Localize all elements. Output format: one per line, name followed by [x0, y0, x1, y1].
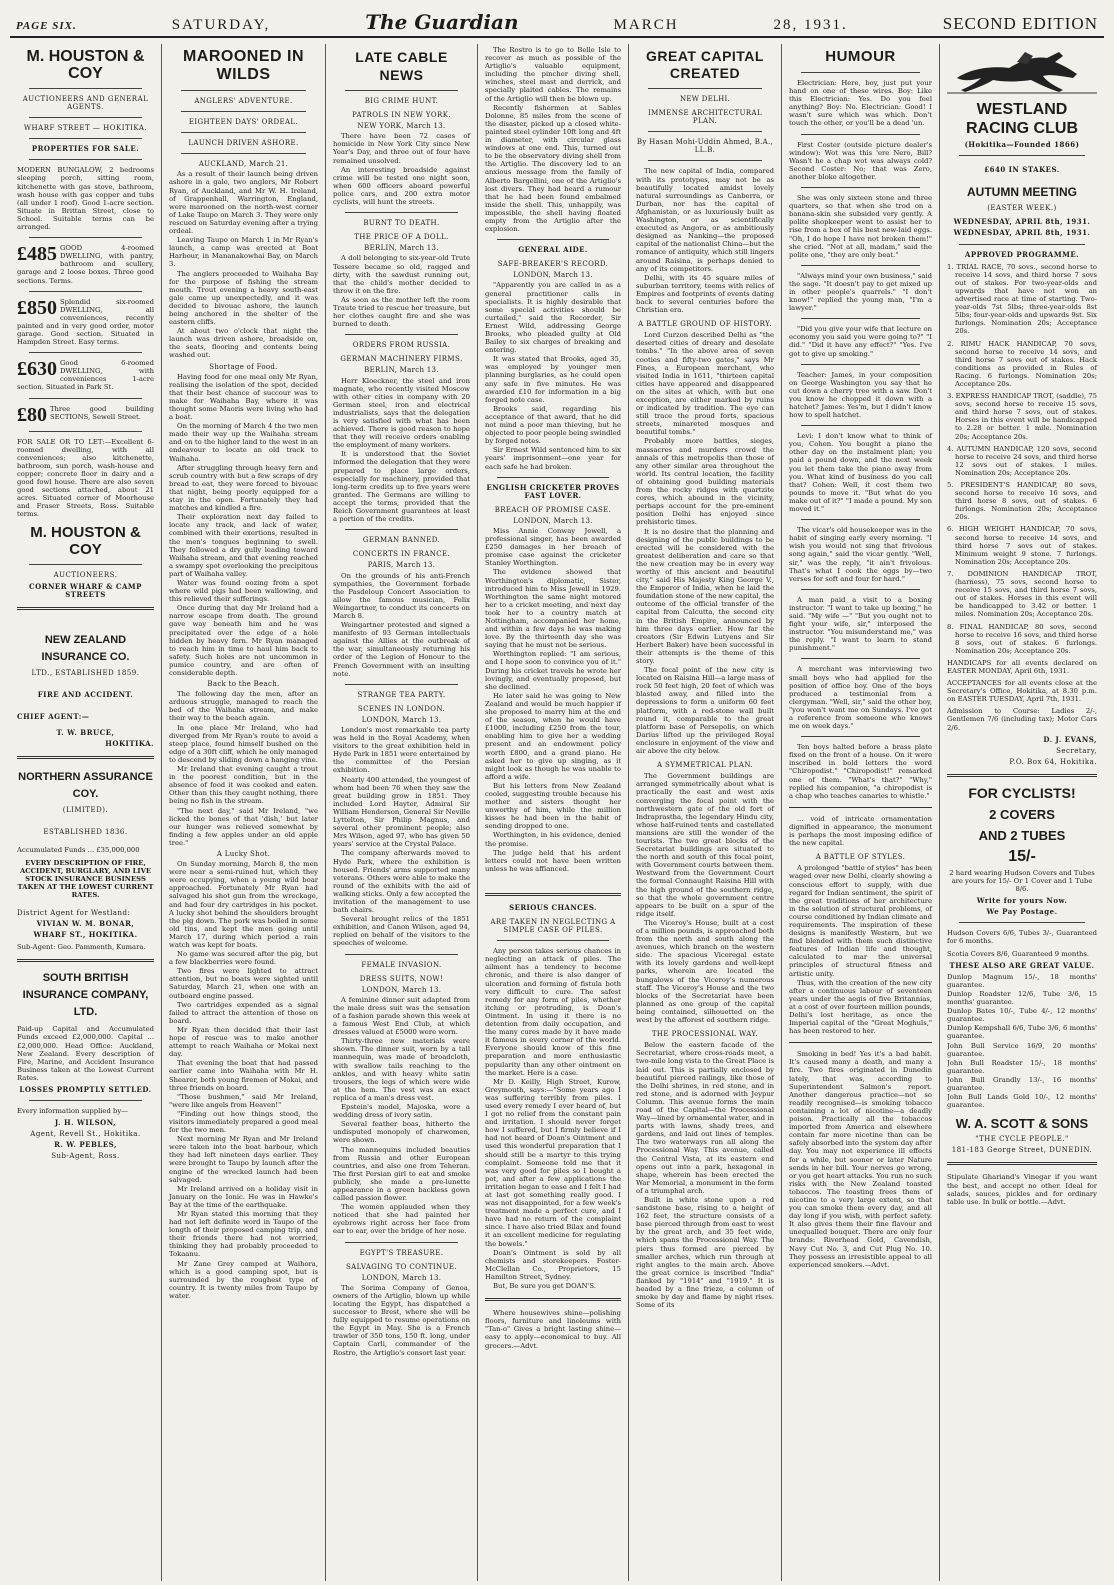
racing-club-founded: (Hokitika—Founded 1866) — [964, 140, 1080, 150]
race-2: 2. RIMU HACK HANDICAP, 70 sovs, second horse to receive 14 sovs, and third horse 7 sovs out of stakes. Hack conditions as provided in Rules of Racing. 6 furlongs. Nomination 20s; Acceptance 20s. — [947, 339, 1097, 388]
paragraph: Mr D. Keilly, High Street, Kurow, Greymouth, says:—"Some years ago I was suffering terribly from piles. I used every remedy I ever heard of, but I got no relief from the constant pain and irritation. I should never forget how I suffered, but I firmly believe if I had not heard of Doan's Ointment and used this wonderful preparation that I should still be a martyr to this trying complaint. Someone told me that it was very good for piles so I bought a pot, and after a few applications the irritation began to ease and I felt I had at last got something really good. I was not disappointed, for a few week's treatment made a perfect cure, and I have had no return of the complaint since. I have also tried Bilax and found it an excellent medicine for regulating the bowels." — [485, 1077, 621, 1248]
paragraph: Two cartridges expended as a signal failed to attract the attention of those on board. — [169, 1000, 318, 1025]
paragraph: ... void of intricate ornamentation dignified in appearance, the monument is perhaps the most imposing edifice of the new capital. — [789, 814, 932, 848]
divider — [181, 111, 306, 112]
race-5: 5. PRESIDENT'S HANDICAP, 80 sovs, second horse to receive 16 sovs, and third horse 8 sovs, out of stakes. 6 furlongs. Nomination 20s; Acceptance 20s. — [947, 481, 1097, 522]
price-850: £850 — [17, 297, 57, 319]
secretary-title: Secretary, — [1056, 746, 1097, 755]
section-heading: BIG CRIME HUNT. — [364, 97, 439, 105]
paragraph: In one place Mr Ireland, who had diverged from Mr Ryan's route to avoid a steep place, found himself bushed on the edge of a 30ft cliff, which he only managed to descend by sliding down a hanging vine. — [169, 723, 318, 764]
dateline: LONDON, March 13. — [361, 1273, 442, 1282]
joke: First Coster (outside picture dealer's window): Wot was this 'ere Nero, Bill? Wasn't he a chap wot was always cold? Second Coster: No; that was Zero, another bloke altogether. — [789, 140, 932, 181]
joke: A merchant was interviewing two small boys who had applied for the position of office boy. One of the boys produced a testimonial from a clergyman. "Well, sir," said the other boy, "you won't want me on Sundays. I've got a reference from someone who knows me on week days." — [789, 665, 932, 731]
paragraph: It is no desire that the planning and designing of the public buildings to be erected will be considered with the greatest deliberation and care so that the new creation may be in every way worthy of this ancient and beautiful city," said His Majesty King George V., the Emperor of India, when he laid the foundation stone of the new capital, the outcome of the official transfer of the capital from Calcutta, the second city in the British Empire, announced by him three days earlier. How far the creators (Sir Edwin Lutyens and Sir Herbert Baker) have been successful in their attempts is the theme of this story. — [636, 527, 774, 665]
easter-week: (EASTER WEEK.) — [987, 204, 1057, 213]
divider — [345, 212, 458, 213]
marooned-sub3: LAUNCH DRIVEN ASHORE. — [188, 139, 299, 148]
price-80: £80 — [17, 404, 47, 425]
divider — [801, 72, 920, 73]
paragraph: The following day the men, after an arduous struggle, managed to reach the bed of the Waihaha stream, and make their way to the beach again. — [169, 690, 318, 723]
price-485: £485 — [17, 244, 57, 266]
section-heading: EGYPT'S TREASURE. — [359, 1248, 444, 1257]
houston-address: WHARF STREET — HOKITIKA. — [23, 124, 148, 133]
divider — [345, 334, 458, 335]
divider — [17, 756, 154, 759]
section-subheading: SAFE-BREAKER'S RECORD. — [497, 260, 609, 269]
paragraph: On the morning of March 4 the two men made their way up the Waihaha stream and on to the higher land to the west in an endeavour to locate an old track to Waihaha. — [169, 422, 318, 463]
accumulated-funds: Accumulated Funds ... £35,000,000 — [17, 846, 140, 855]
paragraph: The judge held that his ardent letters could not have been written unless he was affianced. — [485, 848, 621, 873]
tubes-headline: AND 2 TUBES — [978, 827, 1066, 843]
section-heading: ORDERS FROM RUSSIA. — [352, 341, 451, 350]
divider — [801, 519, 920, 520]
paragraph: Mr Zane Grey camped at Waihora, which is a good camping spot, but is surrounded by the roughest type of country. It is twenty miles from Taupo by water. — [169, 1259, 318, 1300]
paragraph: Thus, with the creation of the new city after a continuous labour of seventeen years under the aegis of five Britannias, at a cost of over fourteen million pounds, Delhi's lost heritage, as once the Imperial capital of the "Great Moghuls," has been restored to her. — [789, 978, 932, 1036]
paragraph: London's most remarkable tea party was held in the Royal Academy, when visitors to the great exhibition held in Hyde Park in 1851 were entertained by the committee of the Persian exhibition. — [333, 726, 470, 775]
houston-firm-title-2: M. HOUSTON & COY — [30, 524, 141, 559]
dateline: NEW DELHI. — [679, 95, 731, 103]
subhead: Shortage of Food. — [209, 362, 278, 371]
column-3-cable-news — [326, 44, 478, 1581]
scotia-covers: Scotia Covers 8/6, Guaranteed 9 months. — [947, 949, 1089, 958]
dateline: AUCKLAND, March 21. — [198, 160, 289, 169]
paragraph: Several brought relics of the 1851 exhibition, and Canon Wilson, aged 94, replied on behalf of the visitors to the speeches of welcome. — [333, 915, 470, 948]
divider — [801, 318, 920, 319]
paragraph: A doll belonging to six-year-old Trute Tessere became so old, ragged and dirty, with the sawdust running out, that the child's mother decided to throw it on the fire. — [333, 254, 470, 295]
divider — [29, 138, 142, 139]
race-8: 8. FINAL HANDICAP, 80 sovs, second horse to receive 16 sovs, and third horse 8 sovs, out of stakes. 6 furlongs. Nomination 20s; Acceptance 20s. — [947, 622, 1097, 655]
divider — [345, 1242, 458, 1243]
wilson-sub: Agent, Revell St., Hokitika. — [30, 1130, 141, 1139]
section-heading: A BATTLE GROUND OF HISTORY. — [638, 320, 772, 329]
divider — [801, 736, 920, 737]
masthead — [10, 10, 1104, 38]
divider — [29, 291, 142, 292]
masthead-edition: SECOND EDITION — [942, 14, 1098, 33]
section-subheading: THE PRICE OF A DOLL. — [354, 233, 449, 242]
south-british-title: SOUTH BRITISH INSURANCE COMPANY, LTD. — [22, 972, 149, 1019]
northern-limited: (LIMITED). — [62, 806, 109, 815]
paragraph: No game was secured after the pig, but a few blackberries were found. — [169, 950, 318, 967]
section-heading: A BATTLE OF STYLES. — [815, 853, 906, 862]
paragraph: "Finding out how things stood, the visitors immediately prepared a good meal for the two men. — [169, 1109, 318, 1135]
divider — [29, 352, 142, 353]
nz-insurance-title: NEW ZEALAND INSURANCE CO. — [41, 633, 130, 663]
joke: She was only sixteen stone and three quarters, so that when she trod on a banana-skin she subsided very gently. A polite shopkeeper went to assist her to rise from a box of his best new-laid eggs. "Oh, I do hope I have not broken them!" she cried. "Not at all, madam," said the polite one, "they are only beat." — [789, 194, 932, 259]
masthead-month: MARCH — [613, 17, 679, 33]
paragraph: Lord Curzon described Delhi as "the deserted cities of dreary and desolate tombs." "In the above area of seven cooties and fifty-two gates," says Mr Fines, a European merchant, who visited India in 1611, "thirteen capital cities have appeared and disappeared on the sites at which, with but one exception, are either marked by ruins or indicated by tradition. The eye can still trace the proud forts, spacious streets, minareted mosques and beautiful tombs." — [636, 331, 774, 437]
scott-sons-address: 181-183 George Street, DUNEDIN. — [951, 1146, 1093, 1155]
divider — [801, 265, 920, 266]
agent-name: T. W. BRUCE, — [56, 728, 115, 738]
northern-assurance-title: NORTHERN ASSURANCE COY. — [18, 771, 153, 801]
paragraph: Worthington, in his evidence, denied the promise. — [485, 831, 621, 848]
section-subheading: BREACH OF PROMISE CASE. — [494, 505, 612, 514]
tyre-item: Dunlop Bates 10/-, Tube 4/-, 12 months' guarantee. — [947, 1007, 1097, 1024]
paragraph: Probably more battles, sieges, massacres and murders crowd the annals of this metropolis than those of any other similar area throughout the world. Its central location, the facility of obtaining good building materials from the rocky ridges with quartzite cores, which abound in the vicinity, perhaps account for the pre-eminent position Delhi has enjoyed since prehistoric times. — [636, 437, 774, 527]
paragraph: It was stated that Brooks, aged 35, was employed by younger men planning burglaries, as he could open any safe in five minutes. He was awarded £10 for information in a big forged note case. — [485, 355, 621, 404]
masthead-date: 28, 1931. — [773, 17, 848, 33]
divider — [947, 774, 1097, 777]
tyre-item: John Bull Lands Gold 10/-, 12 months' guarantee. — [947, 1093, 1097, 1110]
humour-headline: HUMOUR — [825, 48, 896, 65]
column-4-news — [478, 44, 629, 1581]
section-subheading: PATROLS IN NEW YORK. — [352, 111, 451, 120]
paragraph: The new capital of India, compared with its prototypes, may not be as beautifully located amidst lovely natural surroundings as Canberra, or Durban, nor has the capital of Afghanistan, or as luxuriously built as Washington, or as scientifically executed as Angora, or as ambitiously designed as Nanking—the proposed capital of the nationalist China—but the romance of antiquity, which still lingers around Raisina, is perhaps denied to any of its competitors. — [636, 167, 774, 273]
divider — [801, 658, 920, 659]
divider — [959, 922, 1085, 923]
section-heading: BURNT TO DEATH. — [363, 219, 440, 228]
paragraph: Water was found oozing from a spot where wild pigs had been wallowing, and this relieved their sufferings. — [169, 578, 318, 604]
divider — [345, 529, 458, 530]
divider — [947, 1162, 1097, 1165]
racing-club-title: WESTLAND RACING CLUB — [966, 101, 1078, 138]
divider — [345, 90, 458, 91]
paragraph: The company afterwards moved to Hyde Park, where the exhibition is housed. Friends' arms supported many veterans. Others were able to make the round of the exhibits with the aid of walking sticks. Only a few accepted the invitation of the management to use bath chairs. — [333, 849, 470, 915]
section-heading: FEMALE INVASION. — [361, 960, 442, 969]
section-heading: STRANGE TEA PARTY. — [357, 690, 446, 699]
divider — [648, 88, 762, 89]
section-heading: ENGLISH CRICKETER PROVES FAST LOVER. — [486, 482, 620, 500]
scott-sons-subtitle: "THE CYCLE PEOPLE." — [975, 1135, 1069, 1144]
info-supplied: Every information supplied by— — [17, 1107, 128, 1116]
district-agent-label: District Agent for Westland: — [17, 908, 131, 917]
masthead-day: SATURDAY, — [171, 17, 271, 33]
northern-description: EVERY DESCRIPTION OF FIRE, ACCIDENT, BURGLARY, AND LIVE STOCK INSURANCE BUSINESS TAKEN AT THE LOWEST CURRENT RATES. — [17, 858, 154, 899]
dateline: NEW YORK, March 13. — [357, 122, 446, 131]
divider — [181, 132, 306, 133]
divider — [29, 117, 142, 118]
paragraph: Next morning Mr Ryan and Mr Ireland were taken into the boat harbour, which they had left nineteen days earlier. They were brought to Taupo by launch after the engine of the wrecked launch had been salvaged. — [169, 1135, 318, 1184]
paragraph: But his letters from New Zealand cooled, suggesting trouble because his mother and sisters thought her unworthy of him, while the million kisses he had been in the habit of sending dropped to one. — [485, 781, 621, 831]
chief-agent-label: CHIEF AGENT:— — [17, 711, 90, 721]
paragraph: Any person takes serious chances in neglecting an attack of piles. The ailment has a tendency to become chronic, and there is also danger of ulceration and forming of fistula both very difficult to cure. The safest remedy for any form of piles, whether itching or protruding, is Doan's Ointment. In using it there is no detention from daily occupation, and the many cures made by it have made it famous in every corner of the world. Everyone should know of this fine preparation and more enthusiastic popularity than any other ointment on the market. Here is a case. — [485, 947, 621, 1077]
covers-headline: 2 COVERS — [989, 806, 1055, 822]
tyre-item: Dunlop Magnum 15/-, 18 months' guarantee. — [947, 972, 1097, 989]
tyre-item: Dunlop Roadster 12/6, Tube 3/6, 15 months' guarantee. — [947, 989, 1097, 1007]
paragraph: Mr Ireland arrived on a holiday visit in January on the Ionic. He was in Hawke's Bay at the time of the earthquake. — [169, 1184, 318, 1209]
handicaps-note: HANDICAPS for all events declared on EASTER MONDAY, April 6th, 1931. — [947, 658, 1097, 675]
approved-programme: APPROVED PROGRAMME. — [964, 249, 1080, 259]
paragraph: The anglers proceeded to Waihaha Bay for the purpose of fishing the stream mouth. Trout evening a heavy south-east gale came up unexpectedly, and it was decided to bivouac ashore, the launch being anchored in the shelter of the eastern cliffs. — [169, 269, 318, 327]
divider — [485, 893, 621, 896]
divider — [29, 159, 142, 160]
joke: The vicar's old housekeeper was in the habit of singing early every morning. "I wish you would not sing that frivolous song again," said the vicar gently. "Well, sir," was the reply, "it ain't frivolous. That's what I cook the eggs by—two verses for soft and four for hard." — [789, 526, 932, 583]
paragraph: Two fires were lighted to attract attention, but no boats were sighted until Saturday, March 21, when one with an outboard engine passed. — [169, 967, 318, 1000]
page-number: PAGE SIX. — [16, 20, 77, 32]
peebles: R. W. PEBLES, — [54, 1140, 117, 1150]
paragraph: The evidence showed that Worthington's diplomatic, Sister, introduced him to Miss Jewell in 1929. Worthington the same night motored her to a cricket meeting, and next day took her to a country match at Nottingham, accompanied her home, and within a few days he was making love. By the thirteenth day she was saying that he must not be serious. — [485, 568, 621, 650]
paragraph: Mr Ryan then decided that their last hope of rescue was to make another attempt to reach Waihaha or Mokai next day. — [169, 1025, 318, 1059]
cable-news-headline: LATE CABLE NEWS — [355, 49, 448, 83]
vinegar-ad: Stipulate Ghariand's Vinegar if you want the best, and accept no other. Ideal for salads, sauces, pickles and for ordinary table use. In bulk or bottle.—Advt. — [947, 1173, 1097, 1206]
wilson: J. H. WILSON, — [54, 1118, 117, 1128]
houston-subtitle: AUCTIONEERS AND GENERAL AGENTS. — [22, 95, 149, 112]
property-80: £80 Three good building SECTIONS, Sewell Street. — [17, 404, 154, 425]
divider — [497, 940, 609, 941]
divider — [648, 160, 762, 161]
divider — [345, 954, 458, 955]
joke: Teacher: James, in your composition on George Washington you say that he cut down a cherry tree with a saw. Don't you know he chopped it down with a hatchet? James: Yes'm, but I didn't know how to spell hatchet. — [789, 370, 932, 420]
column-7-advertisements — [940, 44, 1104, 1581]
section-heading: SERIOUS CHANCES. — [509, 902, 597, 912]
divider — [789, 1042, 932, 1043]
divider — [29, 88, 142, 89]
paragraph: Below the eastern facade of the Secretariat, where cross-roads meet, a two-mile long vista to the Great Place is laid out. This is partially enclosed by beautiful pierced railings, like those of the Delhi shrines, in red stone, and in red stone, and is adorned with Jeypur Column. This avenue forms the main road of the Capital—the Processional Way—lined by ornamental water, and in parts with lawns, shady trees, and gardens, and laid out lines of temples. The two waterways run all along the Processional Way. This avenue, called the Central Vista, at its eastern end opens out into a park, hexagonal in shape, wherein has been erected the War Memorial, a monument in the form of a triumphal arch. — [636, 1041, 774, 1195]
joke: "Always mind your own business," said the sage. "It doesn't pay to get mixed up in other people's quarrels." "I don't know!" replied the young man, "I'm a lawyer." — [789, 271, 932, 313]
houston2-subtitle: AUCTIONEERS. — [53, 571, 118, 580]
columns — [10, 44, 1104, 1581]
stakes: £640 IN STAKES. — [984, 165, 1060, 175]
dateline: BERLIN, March 13. — [364, 244, 439, 253]
divider — [485, 1298, 621, 1301]
nz-established: LTD., ESTABLISHED 1859. — [31, 668, 140, 677]
divider — [801, 134, 920, 135]
divider — [959, 155, 1085, 156]
paragraph: Mr Ireland that evening caught a trout in the poorest condition, but in the absence of food it was cooked and eaten. Other than this they caught nothing, there being no fish in the stream. — [169, 765, 318, 806]
capital-headline: GREAT CAPITAL CREATED — [646, 48, 764, 81]
divider — [648, 131, 762, 132]
column-6-humour — [782, 44, 940, 1581]
paragraph: Sir Ernest Wild sentenced him to six years' imprisonment—one year for each safe he had broken. — [485, 446, 621, 471]
paragraph: On Sunday morning, March 8, the men were near a semi-ruined hut, which they were occupying, when a young wild boar approached. Fortunately Mr Ryan had salvaged his shot gun from the wreckage, and had four dry cartridges in his pocket. A lucky shot behind the shoulders brought the pig down. The pork was boiled in some old tins, and kept the men going until March 17, during which period a rain watch was kept for boats. — [169, 860, 318, 949]
column-5-capital-article — [629, 44, 782, 1581]
paragraph: The Government buildings are arranged symmetrically about what is practically the east and west axis converging the focal point with the northwestern gate of the old fort of Indraprastha, the legendary Hindu city, whose half-ruined tents and castellated mansions are still the wonder of the tourists. The two great blocks of the Secretariat buildings are situated to the north and south of this focal point, with Government courts between them. Westward from the Government Court the formal Connaught Raisina Hill with the high ground of the southern ridge, so that the whole government centre appears to be built on a spur of the ridge itself. — [636, 772, 774, 918]
divider — [181, 90, 306, 91]
paragraph: An interesting broadside against crime will be tested one night soon, when 600 officers aboard powerful police cars, and 200 extra motor cyclists, will hunt the streets. — [333, 165, 470, 207]
paragraph: The women applauded when they noticed that she had painted her eyebrows right across her face from ear to ear, over the bridge of her nose. — [333, 1203, 470, 1236]
properties-heading: PROPERTIES FOR SALE. — [31, 144, 140, 154]
dateline: LONDON, March 13. — [361, 715, 442, 724]
paragraph: He later said he was going to New Zealand and would be much happier if she proposed to marry him at the end of the season, when he would have £1000, including £250 from the tour, enabling him to give her a wedding present and an endowment policy worth £800, and a grand piano. He asked her to give up singing, as it might look as though he was unable to afford a wife. — [485, 691, 621, 781]
tyre-item: Dunlop Kempshall 6/6, Tube 3/6, 6 months' guarantee. — [947, 1024, 1097, 1041]
paragraph: A feminine dinner suit adapted from the male dress suit was the sensation of a fashion parade shown this week at a famous West End Club, at which dresses valued at £5000 were worn. — [333, 995, 470, 1037]
admission-note: Admission to Course: Ladies 2/-, Gentlemen 7/6 (including tax); Motor Cars 2/6. — [947, 707, 1097, 732]
paragraph: Once during that day Mr Ireland had a narrow escape from death. The ground gave way beneath him and he was precipitated over the edge of a hole hidden by heavy fern. Mr Ryan managed to reach him in time to haul him back to safety. Such holes are not uncommon in pumice country, and are often of considerable depth. — [169, 604, 318, 677]
paragraph: As soon as the mother left the room Traute tried to rescue her treasure, but her clothes caught fire and she was burned to death. — [333, 295, 470, 329]
newspaper-name: The Guardian — [365, 10, 519, 34]
sub-agent: Sub-Agent: Geo. Pammenth, Kumara. — [17, 943, 146, 952]
meeting-date-1: WEDNESDAY, APRIL 8th, 1931. — [953, 217, 1091, 227]
divider — [801, 364, 920, 365]
race-7: 7. DOMINION HANDICAP TROT, (harness), 75 sovs, second horse to receive 15 sovs, and third horse 7 sovs, out of stakes. Horses in this event will be handicapped to 3.42 or better. 1 miles. Nomination 20s; Acceptance 20s. — [947, 569, 1097, 619]
property-485: £485 GOOD 4-roomed DWELLING, with pantry, bathroom and scullery, garage and 2 loose boxes. Three good sections. Terms. — [17, 244, 154, 285]
property-630: £630 Good 6-roomed DWELLING, with conveniences 1-acre section. Situated in Park St. — [17, 359, 154, 392]
dateline: LONDON, March 13. — [513, 271, 593, 280]
price-630: £630 — [17, 359, 57, 381]
agent-town: HOKITIKA. — [105, 739, 154, 749]
joke: A man paid a visit to a boxing instructor. "I want to take up boxing," he said. "My wife —" "But you ought not to fight your wife, sir," interposed the instructor. "You misunderstand me," was the reply. "I want to learn to stand punishment." — [789, 595, 932, 653]
paragraph: Delhi, with its 45 square miles of suburban territory, teems with relics of Empires and footprints of events dating back to several centuries before the Christian era. — [636, 273, 774, 315]
section-heading: GENERAL AIDE. — [518, 245, 588, 255]
paragraph: On the grounds of his anti-French sympathies, the Government forbade the Pasdeloup Concert Association to allow the famous musician, Felix Weingartner, to conduct its concerts on March 8. — [333, 571, 470, 620]
paragraph: Built in white stone upon a red sandstone base, rising to a height of 162 feet, the structure consists of a base pierced through from east to west by the great arch, and 35 feet wide, which spans the Processional Way. The piers thus formed are pierced by smaller arches, which run through at right angles to the main arch. Above the great cornice is inscribed "India" flanked by "1914" and "1919." It is headed by a fine frieze, a column of smoke by day and flame by night rises. Some of its — [636, 1196, 774, 1310]
section-heading: GERMAN BANNED. — [362, 536, 441, 545]
vivian-address: WHARF ST., HOKITIKA. — [33, 930, 138, 940]
paragraph: At about two o'clock that night the launch was driven ashore, broadside on, the seats, flooring and contents being washed out. — [169, 327, 318, 360]
marooned-headline: MAROONED IN WILDS — [182, 48, 305, 83]
property-850: £850 Splendid six-roomed DWELLING, all conveniences, recently painted and in very good order, motor garage. Good section. Situated in Hampden Street. Easy terms. — [17, 297, 154, 347]
scott-sons-title: W. A. SCOTT & SONS — [955, 1116, 1089, 1132]
hudson-covers: Hudson Covers 6/6, Tubes 3/-, Guaranteed for 6 months. — [947, 929, 1097, 946]
paragraph: Recently fishermen at Sables Dolonne, 85 miles from the scene of the disaster, picked up a closed white-painted steel cylinder 10ft long and 4ft in diameter, with circular glass windows at one end. This, turned out to be the observatory diving shell from the Artiglio. The discovery led to an anxious message from the family of Alberto Bargellini, one of the Artiglio's lost divers. They had heard a rumour that he had been found embalmed inside the shell. This, unhappily, was impossible, the shell having floated empty from the Artiglio after the explosion. — [485, 103, 621, 234]
section-subheading: IMMENSE ARCHITECTURAL PLAN. — [647, 109, 763, 126]
cyclists-headline: FOR CYCLISTS! — [968, 784, 1076, 801]
joke: Levi: I don't know what to think of you, Cohen. You bought a piano the other day on the instalment plan; you paid a pound down, and the next week you let them take the piano away from you. What kind of business do you call that? Cohen: Well, it cost them two pounds to move it. "But what do you make out of it?" "I made a pound. My son moved it." — [789, 432, 932, 514]
dateline: PARIS, March 13. — [367, 561, 436, 570]
paragraph: Where housewives shine—polishing floors, furniture and linoleums with "Tan-o" Gives a bright lasting shine—easy to apply—economical to buy. All grocers.—Advt. — [485, 1309, 621, 1350]
race-6: 6. HIGH WEIGHT HANDICAP, 70 sovs, second horse to receive 14 sovs, and third horse 7 sovs out of stakes. Minimum weight 9 stone. 7 furlongs. Nomination 20s; Acceptance 20s. — [947, 525, 1097, 566]
divider — [29, 1100, 142, 1101]
divider — [181, 153, 306, 154]
paragraph: The Rostro is to go to Belle Isle to recover as much as possible of the Artiglio's valuable equipment, including the pincher diving shell, winches, steel mast and derrick, and specially plaited cables. The remains of the Artiglio will then be blown up. — [485, 46, 621, 103]
paragraph: A prolonged "battle of styles" has been waged over new Delhi, clearly showing a conscious effort to supply, with due regard for Indian sentiment, the spirit of the great traditions of her architecture in the solution of structural problems, of course conditioned by Indian climate and requirements. The inspiration of these designs is manifestly Western, but we find blended with them such distinctive features of Indian life and thought, calculated to mar the universal principles of structural fitness and artistic unity. — [789, 864, 932, 978]
cyclists-price: 15/- — [1008, 847, 1036, 865]
fire-accident: FIRE AND ACCIDENT. — [37, 689, 134, 699]
paragraph: The mannequins included beauties from Russia and other European countries, and also one from Teheran. The first Persian girl to eat and smoke publicly, she made a pre-lunette appearance in a green backless gown called passion flower. — [333, 1145, 470, 1203]
houston-firm-title: M. HOUSTON & COY — [26, 48, 145, 82]
paragraph: That evening the boat that had passed earlier came into Waihaha with Mr H. Shearer, both young firemen of Mokai, and three friends on board. — [169, 1059, 318, 1092]
marooned-sub1: ANGLERS' ADVENTURE. — [194, 97, 293, 105]
subhead: A Lucky Shot. — [216, 849, 271, 858]
subhead: Back to the Beach. — [207, 680, 280, 689]
paragraph: Doan's Ointment is sold by all chemists and storekeepers. Foster-McClellan Co., Proprietors, 15 Hamilton Street, Sydney. — [485, 1248, 621, 1281]
meeting-date-2: WEDNESDAY, APRIL 8th, 1931. — [953, 228, 1091, 238]
divider — [29, 564, 142, 565]
paragraph: "Those bushmen," said Mr Ireland, "were like angels from Heaven!" — [169, 1092, 318, 1109]
losses-settled: LOSSES PROMPTLY SETTLED. — [19, 1085, 152, 1094]
for-sale-ad: FOR SALE OR TO LET:—Excellent 6-roomed dwelling, with all conveniences; also kitchenette, bathroom, sun porch, wash-house and copper; concrete floor in dairy and a good fowl house. There are also seven good sections attached, about 21 acres. Situated corner of Moorhouse and Fraser Streets, Ross. Suitable terms. — [17, 437, 154, 519]
section-subheading: ARE TAKEN IN NEGLECTING A SIMPLE CASE OF PILES. — [490, 918, 616, 935]
divider — [789, 807, 932, 808]
tyre-item: John Bull Service 16/9, 20 months' guarantee. — [947, 1041, 1097, 1058]
paragraph: Brooks said, regarding his acceptance of that award, that he did not mind a poor man thieving, but he objected to poor people being swindled by forged notes. — [485, 404, 621, 446]
great-value: THESE ALSO ARE GREAT VALUE. — [949, 960, 1095, 970]
divider — [497, 477, 609, 478]
south-british-text: Paid-up Capital and Accumulated Funds exceed £2,000,000. Capital ... £2,000,000. Head Office: Auckland, New Zealand. Every description of Fire, Marine, and Accident Insurance Business taken at the Lowest Current Rates. — [17, 1025, 154, 1082]
race-4: 4. AUTUMN HANDICAP, 120 sovs, second horse to receive 24 sovs, and third horse 12 sovs out of stakes. 1 miles. Nomination 20s; Acceptance 20s. — [947, 444, 1097, 477]
divider — [29, 431, 142, 432]
racehorse-illustration — [947, 48, 1097, 94]
section-subheading: SCENES IN LONDON. — [357, 704, 446, 713]
paragraph: As a result of their launch being driven ashore in a gale, two anglers, Mr Robert Ryan, of Auckland, and Mr W. H. Ireland, of Grappenhall, Warrington, England, were marooned on the north-west corner of Lake Taupo on March 3. They were only rescued on Saturday evening after a trying ordeal. — [169, 170, 318, 236]
paragraph: It is understood that the Soviet informed the delegation that they were prepared to place large orders, especially for machinery, provided that long-term credits up to five years were granted. The Germans are willing to accept the terms, provided that the Reich Government guarantees at least a portion of the credits. — [333, 450, 470, 524]
paragraph: Leaving Taupo on March 1 in Mr Ryan's launch, a camp was erected at Boat Harbour, in Mananakowhai Bay, on March 3. — [169, 236, 318, 269]
houston2-address: CORNER WHARF & CAMP STREETS — [29, 581, 142, 599]
write-now: Write for yours Now. — [976, 896, 1068, 906]
section-heading: A SYMMETRICAL PLAN. — [656, 761, 754, 770]
dateline: BERLIN, March 13. — [364, 366, 439, 375]
divider — [801, 187, 920, 188]
race-3: 3. EXPRESS HANDICAP TROT, (saddle), 75 sovs, second horse to receive 15 sovs, and third horse 7 sovs, out of stakes. Horses in this event will be handicapped to 2.28 or better. 1 mile. Nomination 20s; Acceptance 20s. — [947, 392, 1098, 441]
divider — [801, 425, 920, 426]
race-1: 1. TRIAL RACE, 70 sovs., second horse to receive 14 sovs, and third horse 7 sovs out of stakes. For two-year-olds and upwards that have not won an advertised race at time of starting. Two-year-olds 7st 5lbs; three-year-olds 8st 5lbs; four-year-olds and upwards 9st. Six furlongs. Nomination 20s; Acceptance 20s. — [947, 262, 1097, 336]
divider — [17, 607, 154, 610]
divider — [17, 959, 154, 962]
dateline: LONDON, March 13. — [361, 985, 442, 994]
secretary-name: D. J. EVANS, — [1043, 734, 1097, 744]
paragraph: Weingartner protested and signed a manifesto of 93 German intellectuals against the Allies at the outbreak of the war, simultaneously returning his order of the Legion of Honour to the French Government with an insulting note. — [333, 621, 470, 678]
column-2-marooned-article — [162, 44, 326, 1581]
section-subheading: SALVAGING TO CONTINUE. — [345, 1262, 458, 1271]
northern-established: ESTABLISHED 1836. — [43, 828, 128, 837]
paragraph: Mr Ryan stated this morning that they had not left definite word in Taupo of the length of their proposed camping trip, and their friends there had not worried, thinking they had probably proceeded to Tokaanu. — [169, 1210, 318, 1259]
bungalow-ad: MODERN BUNGALOW, 2 bedrooms sleeping porch, sitting room, kitchenette with gas stove, bathroom, wash house with gas copper and tubs (all under 1 roof). Good 1-acre section. Situate in Brittan Street, close to School. Suitable terms can be arranged. — [17, 166, 154, 232]
secretary-box: P.O. Box 64, Hokitika. — [1009, 757, 1097, 766]
autumn-meeting: AUTUMN MEETING — [967, 185, 1077, 200]
cyclists-offer: 2 hard wearing Hudson Covers and Tubes are yours for 15/- Or 1 Cover and 1 Tube 8/6. — [949, 868, 1095, 894]
byline: By Hasan Mohi-Uddin Ahmed, B.A., LL.B. — [636, 138, 774, 155]
paragraph: "The next day," said Mr Ireland, "we licked the bones of that 'dish,' but later our hunger was relieved somewhat by finding a few apples under an old apple tree." — [169, 806, 318, 847]
paragraph: Nearly 400 attended, the youngest of whom had been 76 when they saw the great building grow in 1851. They included Lord Hayter, Admiral Sir William Henderson, General Sir Neville Lyttelton, Sir Philip Magnus, and several other prominent people; also Mrs Wilson, aged 97, who has given 50 years' service at the Crystal Palace. — [333, 775, 470, 849]
tyre-item: John Bull Grandly 13/-, 16 months' guarantee. — [947, 1075, 1097, 1092]
joke: Electrician: Here, boy, just put your hand on one of these wires. Boy: Like this Electrician: Yes. Do you feel anything? Boy: No. Electrician: Good! I wasn't sure which was which. Don't touch the other, or you'll be a dead 'un. — [789, 79, 932, 128]
divider — [345, 684, 458, 685]
paragraph: After struggling through heavy fern and scrub country with but a few scraps of dry bread to eat, they were forced to bivouac that night, being poorly equipped for a stay in the open. Fortunately they had matches and kindled a fire. — [169, 463, 318, 513]
paragraph: But, Be sure you get DOAN'S. — [493, 1282, 596, 1291]
paragraph: Their exploration next day failed to locate any track, and lack of water, combined with their exertions, resulted in the men's tongues beginning to swell. They followed a dry gully leading toward Waihaha stream, and that evening reached a swampy spot overlooking the precipitous part of Waihaha valley. — [169, 513, 318, 578]
paragraph: Several feather boas, hitherto the undisputed monopoly of charwomen, were shown. — [333, 1120, 470, 1145]
acceptances-note: ACCEPTANCES for all events close at the Secretary's Office, Hokitika, at 8.30 p.m. on EASTER TUESDAY, April 7th, 1931. — [947, 679, 1097, 704]
dateline: LONDON, March 13. — [513, 516, 593, 525]
paragraph: Herr Kloeckner, the steel and iron magnate, who recently visited Moscow with other cities in company with 20 German steel, iron and electrical industrialists, says that the delegation is very satisfied with what has been achieved. There is good reason to hope that they will receive orders enabling the employment of many workers. — [333, 376, 470, 450]
tyre-item: John Bull Roadster 15/-, 18 months' guarantee. — [947, 1058, 1097, 1075]
marooned-sub2: EIGHTEEN DAYS' ORDEAL. — [188, 118, 299, 127]
paragraph: The Viceroy's House, built at a cost of a million pounds, is approached both from the north and south along the avenues, which branch on the western side. The spacious Viceregal estate with its lovely gardens and well-kept parks, wherein are located the bungalows of the Viceroy's numerous staff. The Viceroy's House and the two blocks of the Secretariat have been planned as one group of the capital being contained, silhouetted on the west by the afforest ed southern ridge. — [636, 918, 774, 1025]
peebles-sub: Sub-Agent, Ross. — [51, 1152, 120, 1161]
paragraph: The focal point of the new city is located on Raisina Hill—a large mass of rock 50 feet high, 20 feet of which was blasted away, and filled into the depressions to form a uniform 60 feet platform, with a red-stone wall built round it, comparable to the great platform base of Persepolis, on which Darius lifted up the privileged Royal enclosure in enjoyment of the view and air above the city below. — [636, 666, 774, 756]
divider — [497, 239, 609, 240]
paragraph: Miss Annie Conway Jewell, a professional singer, has been awarded £250 damages in her breach of promise case against the cricketer Stanley Worthington. — [485, 526, 621, 568]
paragraph: There have been 72 cases of homicide in New York City since New Year's Day, and three out of four have remained unsolved. — [333, 132, 470, 165]
joke: Ten boys halted before a brass plate fixed on the front of a house. On it were inscribed in bold letters the word "Chiropodist." "Chiropodist!" remarked one of them. "What's that?" "Why," replied his companion, "a chiropodist is a chap who teaches canaries to whistle." — [789, 743, 932, 800]
section-subheading: CONCERTS IN FRANCE. — [352, 550, 451, 559]
joke: "Did you give your wife that lecture on economy you said you were going to?" "I did." "Did it have any effect?" "Yes. I've got to give up smoking." — [789, 325, 932, 358]
we-pay-postage: We Pay Postage. — [986, 907, 1058, 917]
section-subheading: GERMAN MACHINERY FIRMS. — [340, 355, 463, 364]
paragraph: Thirty-three new materials were shown. The dinner suit, worn by a tall mannequin, was made of broadcloth, with swallow tails reaching to the ankles, and with heavy white satin trousers, the legs of which were wide at the hem. The vest was an exact replica of a man's dress vest. — [333, 1037, 470, 1102]
paragraph: Having food for one meal only Mr Ryan, realising the isolation of the spot, decided that their best chance of succour was to make for Waihaha Bay, where it was thought some Maoris were living who had a boat. — [169, 372, 318, 422]
divider — [959, 244, 1085, 245]
divider — [29, 398, 142, 399]
paragraph: The Sorima Company of Genoa, owners of the Artiglio, blown up while locating the Egypt, has dispatched a successor to Brest, where she will be fully equipped to resume operations on the Egypt in May. She is a French trawler of 350 tons, 150 ft. long, under Captain Carli, commander of the Rostro, the Artiglio's consort last year. — [333, 1283, 470, 1357]
paragraph: Worthington replied: "I am serious, and I hope soon to convince you of it." During his cricket travels he wrote her lovingly, and eventually proposed, but she declined. — [485, 650, 621, 691]
paragraph: "Apparently you are called in as a general practitioner calls in specialists. It is highly desirable that some special activities should be curtailed," said the Recorder, Sir Ernest Wild, addressing George Brooks, who pleaded guilty at Old Bailey to six charges of breaking and entering. — [485, 281, 621, 355]
section-heading: THE PROCESSIONAL WAY. — [651, 1030, 759, 1039]
paragraph: Epstein's model, Majoska, wore a wedding dress of ivory satin. — [333, 1103, 470, 1120]
column-1-advertisements — [10, 44, 162, 1581]
section-subheading: DRESS SUITS, NOW! — [359, 974, 444, 983]
vivian-bonar: VIVIAN W. M. BONAR, — [36, 919, 135, 929]
tobacco-advertisement: Smoking in bed! Yes it's a bad habit. It's caused many a death, and many a fire. Two fires originated in Dunedin lately, that was, according to Superintendent Salmon's report. Another dangerous practice—not so readily recognised—is smoking tobacco containing a lot of nicotine—a deadly poison. Practically all the tobaccos imported from America and elsewhere contain far more nicotine than can be safely absorbed into the system day after day. You may not experience ill effects for a while, but sooner or later Nature sends in her bill. Your nerves go wrong, or you get heart attacks. You run no such risks with the New Zealand toasted tobaccos. The toasting frees them of nicotine to a very large extent, so that you can smoke them every day, and all day long if you wish, with perfect safety. It also gives them their fine flavour and unequalled bouquet. There are only four brands: Riverhead Gold, Cavendish, Navy Cut No. 3, and Cut Plug No. 10. They possess an irresistible appeal to all experienced smokers.—Advt. — [789, 1050, 932, 1269]
divider — [801, 589, 920, 590]
divider — [29, 237, 142, 238]
